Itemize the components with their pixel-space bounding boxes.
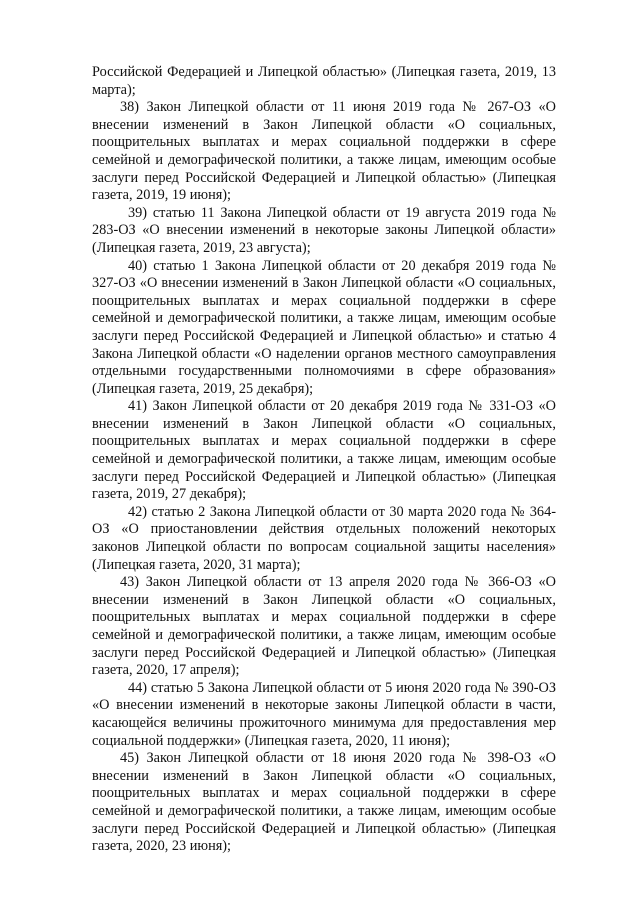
document-page — [92, 64, 556, 856]
paragraph-37-continuation: Российской Федерацией и Липецкой областью» (Липецкая газета, 2019, 13 марта); — [92, 64, 556, 98]
paragraph-44: 44) статью 5 Закона Липецкой области от 5 июня 2020 года № 390-ОЗ «О внесении изменений в некоторые законы Липецкой области в части, касающейся величины прожиточного минимума для предоставления мер социальной поддержки» (Липецкая газета, 2020, 11 июня); — [92, 679, 556, 749]
paragraph-43: 43) Закон Липецкой области от 13 апреля 2020 года № 366-ОЗ «О внесении изменений в Закон Липецкой области «О социальных, поощрительных выплатах и мерах социальной поддержки в сфере семейной и демографической политики, а также лицам, имеющим особые заслуги перед Российской Федерацией и Липецкой областью» (Липецкая газета, 2020, 17 апреля); — [92, 574, 556, 679]
paragraph-38: 38) Закон Липецкой области от 11 июня 2019 года № 267-ОЗ «О внесении изменений в Закон Липецкой области «О социальных, поощрительных выплатах и мерах социальной поддержки в сфере семейной и демографической политики, а также лицам, имеющим особые заслуги перед Российской Федерацией и Липецкой областью» (Липецкая газета, 2019, 19 июня); — [92, 99, 556, 204]
paragraph-45: 45) Закон Липецкой области от 18 июня 2020 года № 398-ОЗ «О внесении изменений в Закон Липецкой области «О социальных, поощрительных выплатах и мерах социальной поддержки в сфере семейной и демографической политики, а также лицам, имеющим особые заслуги перед Российской Федерацией и Липецкой областью» (Липецкая газета, 2020, 23 июня); — [92, 750, 556, 855]
paragraph-40: 40) статью 1 Закона Липецкой области от 20 декабря 2019 года № 327-ОЗ «О внесении изменений в Закон Липецкой области «О социальных, поощрительных выплатах и мерах социальной поддержки в сфере семейной и демографической политики, а также лицам, имеющим особые заслуги перед Российской Федерацией и Липецкой областью» и статью 4 Закона Липецкой области «О наделении органов местного самоуправления отдельными государственными полномочиями в сфере образования» (Липецкая газета, 2019, 25 декабря); — [92, 257, 556, 397]
paragraph-39: 39) статью 11 Закона Липецкой области от 19 августа 2019 года № 283-ОЗ «О внесении изменений в некоторые законы Липецкой области» (Липецкая газета, 2019, 23 августа); — [92, 204, 556, 256]
paragraph-41: 41) Закон Липецкой области от 20 декабря 2019 года № 331-ОЗ «О внесении изменений в Закон Липецкой области «О социальных, поощрительных выплатах и мерах социальной поддержки в сфере семейной и демографической политики, а также лицам, имеющим особые заслуги перед Российской Федерацией и Липецкой областью» (Липецкая газета, 2019, 27 декабря); — [92, 398, 556, 503]
paragraph-42: 42) статью 2 Закона Липецкой области от 30 марта 2020 года № 364-ОЗ «О приостановлении действия отдельных положений некоторых законов Липецкой области по вопросам социальной защиты населения» (Липецкая газета, 2020, 31 марта); — [92, 503, 556, 573]
